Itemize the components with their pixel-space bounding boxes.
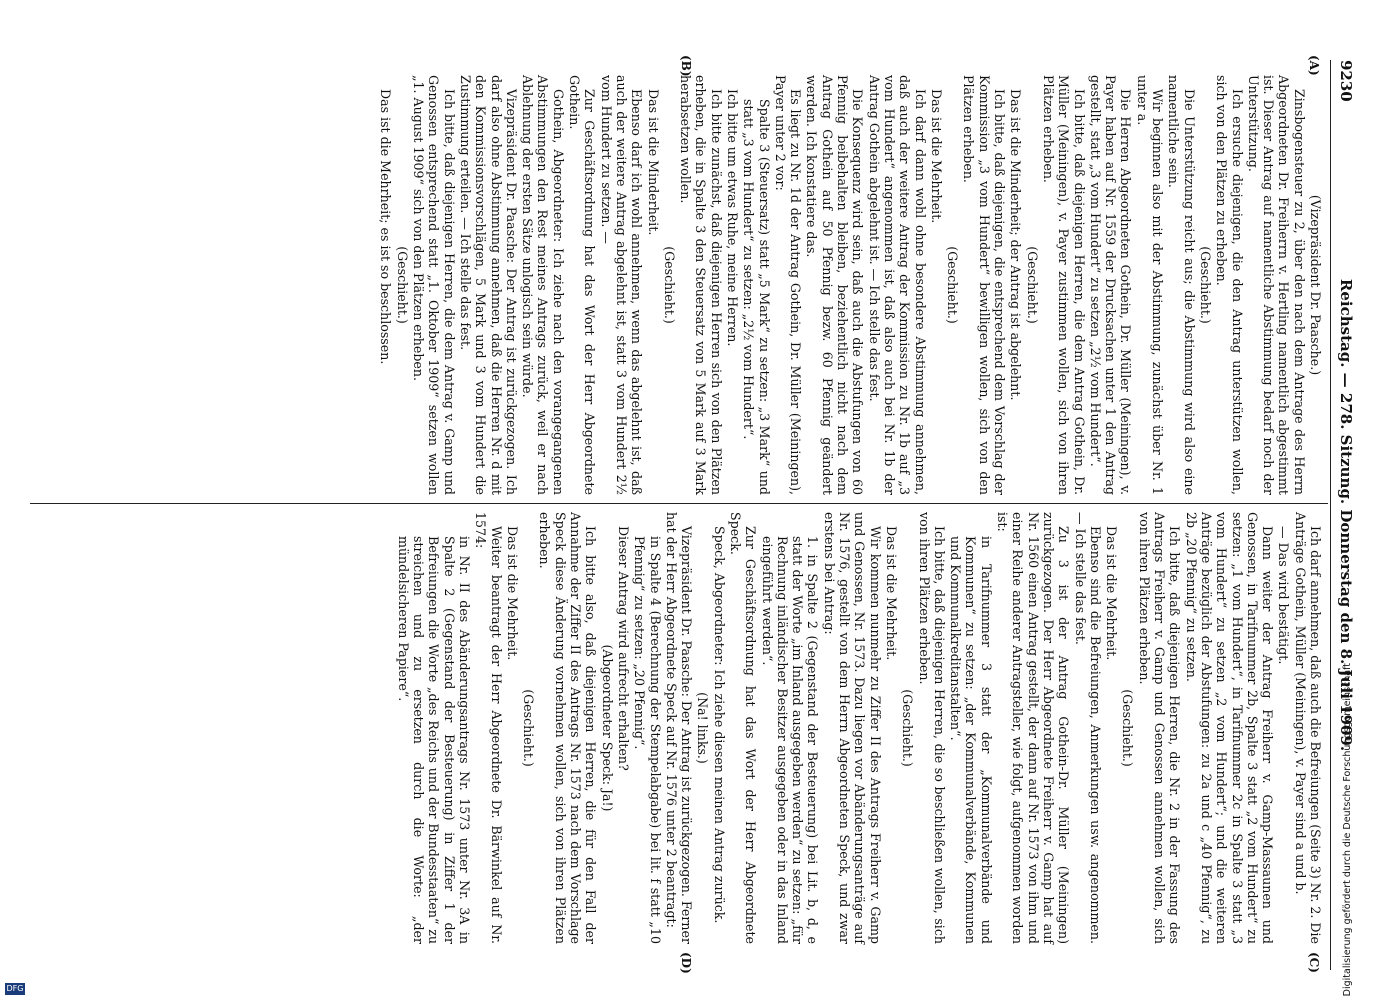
paragraph: (Geschieht.): [945, 246, 961, 324]
paragraph: Ich darf dann wohl ohne besondere Abstimmung annehmen, daß auch der weitere Antrag der Kommission zu Nr. 1b auf „3 vom Hundert“ angenommen ist, daß also auch bei Nr. 1b der Antrag Gothein abgelehnt ist. — Ich stelle das fest.: [866, 75, 928, 495]
paragraph: Die Konsequenz wird sein, daß auch die Abstufungen von 60 Pfennig beibehalten bleiben, beziehentlich nicht nach dem Antrag Gothein auf 50 Pfennig bezw. 60 Pfennig geändert werden. Ich konstatiere das.: [804, 75, 866, 495]
paragraph: Die Unterstützung reicht aus; die Abstimmung wird also eine namentliche sein.: [1166, 75, 1197, 495]
paragraph: Ich bitte, daß diejenigen Herren, die Nr. 2 in der Fassung des Antrags Freiherr v. Gamp und Genossen annehmen wollen, sich von ihren Plätzen erheben.: [1136, 512, 1183, 944]
paragraph: Das ist die Mehrheit; es ist so beschlossen.: [378, 89, 394, 365]
page-number: 9230: [1337, 60, 1355, 102]
paragraph: Zur Geschäftsordnung hat das Wort der Herr Abgeordnete Speck.: [728, 512, 759, 944]
paragraph: (Geschieht.): [1024, 246, 1040, 324]
paragraph: (Geschieht.): [661, 246, 677, 324]
paragraph: (Geschieht.): [1197, 246, 1213, 324]
paragraph: Dieser Antrag wird aufrecht erhalten?: [615, 526, 631, 771]
paragraph: 1. in Spalte 2 (Gegenstand der Besteuerung) bei Lit. b, d, e statt der Worte „im Inland ausgegeben werden“ zu setzen: „für Rechnung inländischer Besitzer ausgegeben oder in das Inland eingeführt werden“.: [759, 536, 821, 944]
paragraph: Speck, Abgeordneter: Ich ziehe diesen meinen Antrag zurück.: [711, 526, 727, 924]
paragraph: Das ist die Minderheit; der Antrag ist abgelehnt.: [1008, 89, 1024, 401]
paragraph: (Geschieht.): [900, 689, 916, 767]
paragraph: Ich bitte zunächst, daß diejenigen Herren sich von den Plätzen erheben, die in Spalte 3 den Steuersatz von 5 Mark auf 3 Mark herabsetzen wollen.: [678, 75, 724, 495]
paragraph: Das ist die Mehrheit.: [504, 526, 520, 661]
paragraph: Das ist die Mehrheit.: [883, 526, 899, 661]
paragraph: Zu 3 ist der Antrag Gothein-Dr. Müller (Meiningen) zurückgezogen. Der Herr Abgeordnete Freiherr v. Gamp hat auf Nr. 1560 einen Antrag gestellt, der dann auf Nr. 1573 von ihm und einer Reihe anderer Antragsteller, wie folgt, aufgenommen worden ist:: [995, 512, 1072, 944]
margin-marker-b: (B): [679, 55, 693, 77]
paragraph: in Spalte 4 (Berechnung der Stempelabgabe) bei lit. f statt „10 Pfennig“ zu setzen: „20 Pfennig“.: [632, 536, 663, 944]
paragraph: Ich bitte, daß diejenigen Herren, die dem Antrag v. Gamp und Genossen entsprechend statt „1. Oktober 1909“ setzen wollen „1. August 1909“ sich von den Plätzen erheben.: [411, 75, 457, 495]
paragraph: Wir kommen nunmehr zu Ziffer II des Antrags Freiherr v. Gamp und Genossen, Nr. 1573. Dazu liegen vor Abänderungsanträge auf Nr. 1576, gestellt von dem Herrn Abgeordneten Speck, und zwar erstens bei Antrag:: [821, 512, 883, 944]
margin-marker-d: (D): [679, 952, 693, 974]
paragraph: Zur Geschäftsordnung hat das Wort der Herr Abgeordnete Gothein.: [567, 75, 598, 495]
paragraph: (Na! links.): [695, 692, 711, 764]
paragraph: in Tarifnummer 3 statt der „Kommunalverbände und Kommunen“ zu setzen: „der Kommunalverbände, Kommunen und Kommunalkreditanstalten“.: [948, 536, 994, 944]
paragraph: Ich bitte, daß diejenigen Herren, die so beschließen wollen, sich von ihren Plätzen erheben.: [916, 512, 947, 944]
paragraph: (Vizepräsident Dr. Paasche.): [1308, 194, 1323, 376]
paragraph: Weiter beantragt der Herr Abgeordnete Dr. Bärwinkel auf Nr. 1574:: [473, 512, 504, 944]
paragraph: Vizepräsident Dr. Paasche: Der Antrag ist zurückgezogen. Ferner hat der Herr Abgeordnete Speck auf Nr. 1576 unter 2 beantragt:: [663, 512, 695, 944]
paragraph: in Nr. II des Abänderungsantrags Nr. 1573 unter Nr. 3A in Spalte 2 (Gegenstand der Besteuerung) in Ziffer 1 der Befreiungen die Worte „des Reichs und der Bundesstaaten“ zu streichen und zu ersetzen durch die Worte: „der mündelsicheren Papiere“.: [395, 536, 472, 944]
margin-marker-c: (C): [1307, 952, 1321, 973]
digitization-credit: Digitalisierung gefördert durch die Deutsche Forschungsgemeinschaft: [1342, 662, 1353, 996]
paragraph: Ich bitte also, daß diejenigen Herren, die für den Fall der Annahme der Ziffer II des Antrags Nr. 1573 nach dem Vorschlage Speck diese Änderung vornehmen wollen, sich von ihren Plätzen erheben.: [537, 512, 599, 944]
column-divider: [30, 503, 1328, 504]
paragraph: Ebenso darf ich wohl annehmen, wenn das abgelehnt ist, daß auch der weitere Antrag abgelehnt ist, statt 3 vom Hundert 2½ vom Hundert zu setzen. —: [598, 75, 645, 495]
paragraph: Wir beginnen also mit der Abstimmung, zunächst über Nr. 1 unter a.: [1134, 75, 1166, 495]
paragraph: Ich ersuche diejenigen, die den Antrag unterstützen wollen, sich von den Plätzen zu erheben.: [1214, 75, 1245, 495]
paragraph: Das ist die Mehrheit.: [928, 89, 944, 224]
paragraph: Ebenso sind die Befreiungen, Anmerkungen usw. angenommen. — Ich stelle das fest.: [1072, 512, 1103, 944]
paragraph: Die Herren Abgeordneten Gothein, Dr. Müller (Meiningen), v. Payer haben auf Nr. 1559 der Drucksachen unter 1 den Antrag gestellt, statt „3 vom Hundert“ zu setzen „2½ vom Hundert“.: [1087, 75, 1134, 495]
paragraph: Spalte 3 (Steuersatz) statt „5 Mark“ zu setzen: „3 Mark“ und statt „3 vom Hundert“ zu setzen: „2½ vom Hundert“.: [741, 99, 772, 495]
paragraph: Zinsbogensteuer zu 2, über den nach dem Antrage des Herrn Abgeordneten Dr. Freiherrn v. Hertling namentlich abgestimmt ist. Dieser Antrag auf namentliche Abstimmung bedarf noch der Unterstützung.: [1245, 75, 1307, 495]
paragraph: (Geschieht.): [1120, 689, 1136, 767]
paragraph: Das ist die Mehrheit.: [1104, 526, 1120, 661]
paragraph: Vizepräsident Dr. Paasche: Der Antrag ist zurückgezogen. Ich darf also ohne Abstimmung annehmen, daß die Herren Nr. d mit den Kommissionsvorschlägen, 5 Mark und 3 vom Hundert die Zustimmung erteilen. — Ich stelle das fest.: [457, 75, 519, 495]
paragraph: Ich bitte, daß diejenigen, die entsprechend dem Vorschlag der Kommission „3 vom Hundert“ bewilligen wollen, sich von den Plätzen erheben.: [961, 75, 1008, 495]
paragraph: Ich darf annehmen, daß auch die Befreiungen (Seite 3) Nr. 2. Die Anträge Gothein, Müller (Meiningen), v. Payer sind a und b.: [1292, 512, 1323, 944]
dfg-logo: DFG: [6, 984, 24, 993]
paragraph: Ich bitte um etwas Ruhe, meine Herren.: [725, 89, 741, 347]
paragraph: (Abgeordneter Speck: Ja!): [599, 644, 615, 812]
paragraph: (Geschieht.): [394, 246, 410, 324]
margin-marker-a: (A): [1307, 55, 1321, 76]
paragraph: Das ist die Minderheit.: [645, 89, 661, 236]
paragraph: Ich bitte, daß diejenigen Herren, die dem Antrag Gothein, Dr. Müller (Meiningen), v. Payer zustimmen wollen, sich von ihren Plätzen erheben.: [1040, 75, 1087, 495]
paragraph: Es liegt zu Nr. 1d der Antrag Gothein, Dr. Müller (Meiningen), Payer unter 2 vor:: [772, 75, 804, 495]
page-title: Reichstag. — 278. Sitzung. Donnerstag den 8. Juli 1909.: [1337, 278, 1355, 752]
paragraph: (Geschieht.): [521, 689, 537, 767]
paragraph: — Das wird bestätigt.: [1276, 526, 1292, 665]
header-rule: [1330, 60, 1331, 970]
paragraph: Gothein, Abgeordneter: Ich ziehe nach den vorangegangenen Abstimmungen den Rest meines Antrags zurück, weil er nach Ablehnung der ersten Sätze unlogisch sein würde.: [520, 75, 566, 495]
right-column: [394, 512, 1323, 944]
left-column: [377, 75, 1323, 495]
paragraph: Dann weiter der Antrag Freiherr v. Gamp-Massaunen und Genossen, in Tarifnummer 2b, Spalte 3 statt „2 vom Hundert“ zu setzen: „1 vom Hundert“, in Tarifnummer 2c in Spalte 3 statt „3 vom Hundert“ zu setzen „2 vom Hundert“; und die weiteren Anträge bezüglich der Abstufungen: zu 2a und c „40 Pfennig“, zu 2b „20 Pfennig“ zu setzen.: [1183, 512, 1276, 944]
